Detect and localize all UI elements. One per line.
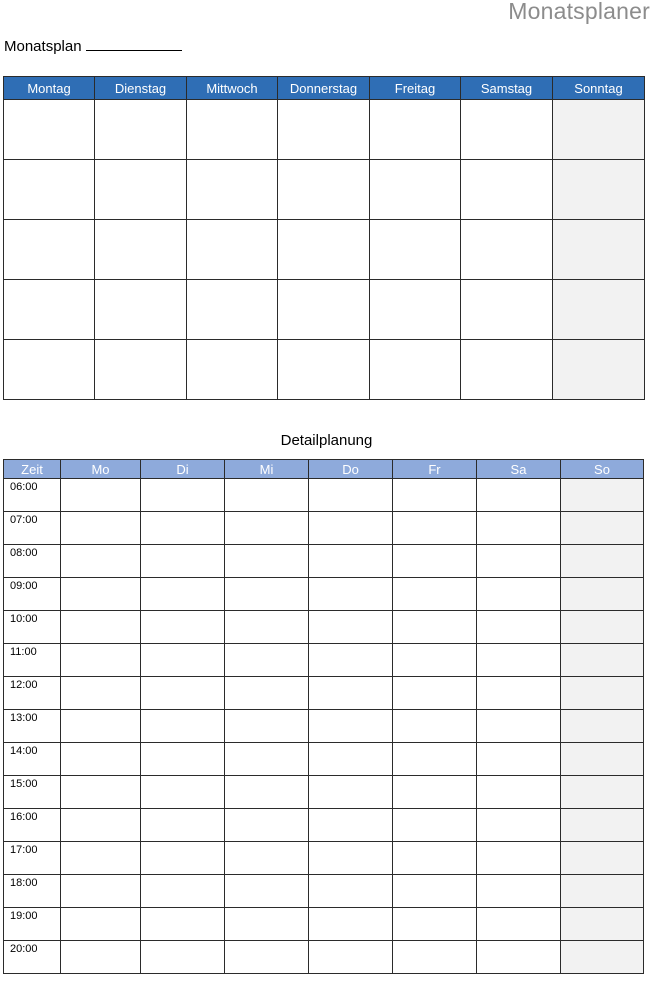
detail-slot-cell[interactable] (393, 644, 477, 677)
detail-slot-cell[interactable] (141, 545, 225, 578)
detail-slot-cell[interactable] (141, 908, 225, 941)
detail-slot-cell[interactable] (393, 545, 477, 578)
month-day-cell[interactable] (370, 220, 461, 280)
detail-slot-cell[interactable] (61, 941, 141, 974)
detail-grid-body (4, 479, 644, 974)
detail-planning-grid (3, 459, 644, 974)
time-label: 06:00 (4, 479, 61, 512)
month-week-row (4, 280, 645, 340)
detail-hour-row (4, 908, 644, 941)
detail-slot-cell[interactable] (561, 578, 644, 611)
month-day-cell[interactable] (278, 100, 370, 160)
detail-slot-cell[interactable] (61, 743, 141, 776)
month-day-cell[interactable] (4, 100, 95, 160)
detail-slot-cell[interactable] (561, 875, 644, 908)
month-day-cell[interactable] (187, 100, 278, 160)
month-day-cell[interactable] (370, 280, 461, 340)
detail-slot-cell[interactable] (393, 941, 477, 974)
time-label: 07:00 (4, 512, 61, 545)
detail-slot-cell[interactable] (309, 743, 393, 776)
month-day-header: Mittwoch (187, 77, 278, 100)
detail-hour-row (4, 677, 644, 710)
detail-hour-row (4, 842, 644, 875)
month-day-cell[interactable] (4, 160, 95, 220)
detail-hour-row (4, 512, 644, 545)
detail-hour-row (4, 776, 644, 809)
month-day-cell[interactable] (553, 340, 645, 400)
detail-slot-cell[interactable] (393, 479, 477, 512)
detail-slot-cell[interactable] (477, 875, 561, 908)
detail-hour-row (4, 479, 644, 512)
detail-slot-cell[interactable] (61, 479, 141, 512)
month-day-cell[interactable] (278, 220, 370, 280)
detail-slot-cell[interactable] (225, 578, 309, 611)
detail-slot-cell[interactable] (477, 710, 561, 743)
detail-slot-cell[interactable] (561, 776, 644, 809)
detail-slot-cell[interactable] (393, 710, 477, 743)
month-day-cell[interactable] (553, 280, 645, 340)
detail-slot-cell[interactable] (141, 743, 225, 776)
detail-day-header: Di (141, 460, 225, 479)
detail-hour-row (4, 710, 644, 743)
month-day-cell[interactable] (278, 340, 370, 400)
month-day-cell[interactable] (278, 280, 370, 340)
detail-hour-row (4, 743, 644, 776)
detail-slot-cell[interactable] (61, 677, 141, 710)
detail-slot-cell[interactable] (477, 611, 561, 644)
detail-slot-cell[interactable] (61, 512, 141, 545)
time-label: 09:00 (4, 578, 61, 611)
month-day-cell[interactable] (95, 340, 187, 400)
month-grid-body (4, 100, 645, 400)
month-header-row (4, 77, 645, 100)
detail-slot-cell[interactable] (561, 809, 644, 842)
detail-slot-cell[interactable] (225, 809, 309, 842)
month-day-cell[interactable] (553, 160, 645, 220)
detail-slot-cell[interactable] (477, 908, 561, 941)
detail-slot-cell[interactable] (61, 908, 141, 941)
detail-slot-cell[interactable] (309, 677, 393, 710)
detail-slot-cell[interactable] (225, 776, 309, 809)
time-label: 14:00 (4, 743, 61, 776)
month-day-cell[interactable] (187, 340, 278, 400)
month-day-header: Dienstag (95, 77, 187, 100)
detail-slot-cell[interactable] (141, 710, 225, 743)
time-label: 13:00 (4, 710, 61, 743)
detail-slot-cell[interactable] (477, 941, 561, 974)
detail-slot-cell[interactable] (141, 776, 225, 809)
detail-slot-cell[interactable] (225, 842, 309, 875)
detail-day-header: So (561, 460, 644, 479)
detail-slot-cell[interactable] (477, 677, 561, 710)
detail-slot-cell[interactable] (561, 710, 644, 743)
detail-slot-cell[interactable] (225, 908, 309, 941)
detail-slot-cell[interactable] (309, 809, 393, 842)
detail-slot-cell[interactable] (141, 578, 225, 611)
month-day-cell[interactable] (187, 220, 278, 280)
detail-slot-cell[interactable] (61, 545, 141, 578)
detail-slot-cell[interactable] (61, 875, 141, 908)
detail-slot-cell[interactable] (309, 941, 393, 974)
detail-day-header: Mo (61, 460, 141, 479)
month-day-cell[interactable] (461, 100, 553, 160)
detail-hour-row (4, 644, 644, 677)
detail-slot-cell[interactable] (561, 941, 644, 974)
detail-slot-cell[interactable] (61, 611, 141, 644)
detail-slot-cell[interactable] (393, 809, 477, 842)
month-day-cell[interactable] (187, 280, 278, 340)
month-day-header: Montag (4, 77, 95, 100)
month-day-cell[interactable] (4, 220, 95, 280)
detail-slot-cell[interactable] (61, 809, 141, 842)
time-label: 15:00 (4, 776, 61, 809)
detail-hour-row (4, 545, 644, 578)
detail-slot-cell[interactable] (561, 611, 644, 644)
detail-slot-cell[interactable] (225, 545, 309, 578)
detail-slot-cell[interactable] (141, 677, 225, 710)
month-day-cell[interactable] (4, 280, 95, 340)
detail-slot-cell[interactable] (477, 809, 561, 842)
month-day-cell[interactable] (278, 160, 370, 220)
month-week-row (4, 100, 645, 160)
month-day-header: Donnerstag (278, 77, 370, 100)
month-week-row (4, 160, 645, 220)
detail-hour-row (4, 611, 644, 644)
detail-slot-cell[interactable] (141, 644, 225, 677)
detail-hour-row (4, 809, 644, 842)
detail-slot-cell[interactable] (61, 578, 141, 611)
detail-slot-cell[interactable] (225, 941, 309, 974)
detail-slot-cell[interactable] (225, 743, 309, 776)
detail-slot-cell[interactable] (477, 644, 561, 677)
detail-slot-cell[interactable] (309, 842, 393, 875)
detail-slot-cell[interactable] (477, 545, 561, 578)
detail-slot-cell[interactable] (141, 611, 225, 644)
month-day-cell[interactable] (461, 220, 553, 280)
detail-slot-cell[interactable] (141, 842, 225, 875)
detail-slot-cell[interactable] (309, 644, 393, 677)
detail-slot-cell[interactable] (561, 908, 644, 941)
time-label: 18:00 (4, 875, 61, 908)
detail-slot-cell[interactable] (225, 512, 309, 545)
detail-slot-cell[interactable] (309, 875, 393, 908)
detail-slot-cell[interactable] (477, 842, 561, 875)
detail-hour-row (4, 941, 644, 974)
time-label: 08:00 (4, 545, 61, 578)
detail-day-header: Fr (393, 460, 477, 479)
month-blank-field[interactable] (86, 36, 182, 51)
detail-slot-cell[interactable] (477, 512, 561, 545)
detail-slot-cell[interactable] (561, 644, 644, 677)
time-column-header: Zeit (4, 460, 61, 479)
detail-slot-cell[interactable] (61, 644, 141, 677)
month-day-cell[interactable] (4, 340, 95, 400)
month-day-cell[interactable] (461, 340, 553, 400)
detail-slot-cell[interactable] (393, 578, 477, 611)
month-day-cell[interactable] (95, 220, 187, 280)
detail-slot-cell[interactable] (225, 710, 309, 743)
month-day-cell[interactable] (95, 160, 187, 220)
detail-slot-cell[interactable] (309, 545, 393, 578)
detail-slot-cell[interactable] (561, 512, 644, 545)
time-label: 12:00 (4, 677, 61, 710)
month-day-cell[interactable] (95, 100, 187, 160)
time-label: 16:00 (4, 809, 61, 842)
detail-slot-cell[interactable] (561, 545, 644, 578)
detail-slot-cell[interactable] (225, 677, 309, 710)
month-plan-label: Monatsplan (4, 38, 82, 55)
detail-slot-cell[interactable] (477, 743, 561, 776)
month-day-cell[interactable] (95, 280, 187, 340)
detail-hour-row (4, 578, 644, 611)
month-day-header: Freitag (370, 77, 461, 100)
detail-slot-cell[interactable] (561, 743, 644, 776)
detail-slot-cell[interactable] (141, 941, 225, 974)
detail-slot-cell[interactable] (393, 512, 477, 545)
month-day-cell[interactable] (370, 100, 461, 160)
month-day-header: Samstag (461, 77, 553, 100)
month-day-cell[interactable] (553, 100, 645, 160)
detail-hour-row (4, 875, 644, 908)
detail-slot-cell[interactable] (561, 479, 644, 512)
detail-slot-cell[interactable] (61, 710, 141, 743)
detail-slot-cell[interactable] (393, 908, 477, 941)
time-label: 10:00 (4, 611, 61, 644)
detail-slot-cell[interactable] (309, 710, 393, 743)
month-day-cell[interactable] (370, 340, 461, 400)
time-label: 11:00 (4, 644, 61, 677)
detail-slot-cell[interactable] (225, 479, 309, 512)
detail-slot-cell[interactable] (225, 644, 309, 677)
detail-slot-cell[interactable] (225, 875, 309, 908)
detail-slot-cell[interactable] (309, 611, 393, 644)
detail-slot-cell[interactable] (61, 842, 141, 875)
detail-slot-cell[interactable] (141, 479, 225, 512)
detail-slot-cell[interactable] (393, 842, 477, 875)
detail-slot-cell[interactable] (225, 611, 309, 644)
detail-slot-cell[interactable] (141, 875, 225, 908)
detail-slot-cell[interactable] (393, 677, 477, 710)
month-week-row (4, 340, 645, 400)
detail-planning-title: Detailplanung (280, 432, 373, 449)
month-day-cell[interactable] (461, 280, 553, 340)
detail-slot-cell[interactable] (61, 776, 141, 809)
detail-slot-cell[interactable] (477, 578, 561, 611)
time-label: 20:00 (4, 941, 61, 974)
detail-day-header: Mi (225, 460, 309, 479)
month-calendar-grid (3, 76, 645, 400)
detail-slot-cell[interactable] (309, 578, 393, 611)
month-day-cell[interactable] (461, 160, 553, 220)
detail-slot-cell[interactable] (309, 908, 393, 941)
month-day-cell[interactable] (553, 220, 645, 280)
detail-slot-cell[interactable] (309, 776, 393, 809)
detail-slot-cell[interactable] (477, 776, 561, 809)
time-label: 17:00 (4, 842, 61, 875)
month-day-cell[interactable] (187, 160, 278, 220)
time-label: 19:00 (4, 908, 61, 941)
detail-slot-cell[interactable] (393, 743, 477, 776)
detail-slot-cell[interactable] (393, 776, 477, 809)
detail-slot-cell[interactable] (309, 512, 393, 545)
detail-slot-cell[interactable] (561, 842, 644, 875)
detail-day-header: Do (309, 460, 393, 479)
detail-slot-cell[interactable] (561, 677, 644, 710)
detail-slot-cell[interactable] (477, 479, 561, 512)
detail-slot-cell[interactable] (141, 512, 225, 545)
month-plan-label-line (4, 36, 182, 55)
detail-slot-cell[interactable] (141, 809, 225, 842)
detail-slot-cell[interactable] (309, 479, 393, 512)
document-title: Monatsplaner (508, 0, 650, 24)
detail-slot-cell[interactable] (393, 611, 477, 644)
detail-day-header: Sa (477, 460, 561, 479)
detail-header-row (4, 460, 644, 479)
month-day-cell[interactable] (370, 160, 461, 220)
month-week-row (4, 220, 645, 280)
detail-slot-cell[interactable] (393, 875, 477, 908)
month-day-header: Sonntag (553, 77, 645, 100)
